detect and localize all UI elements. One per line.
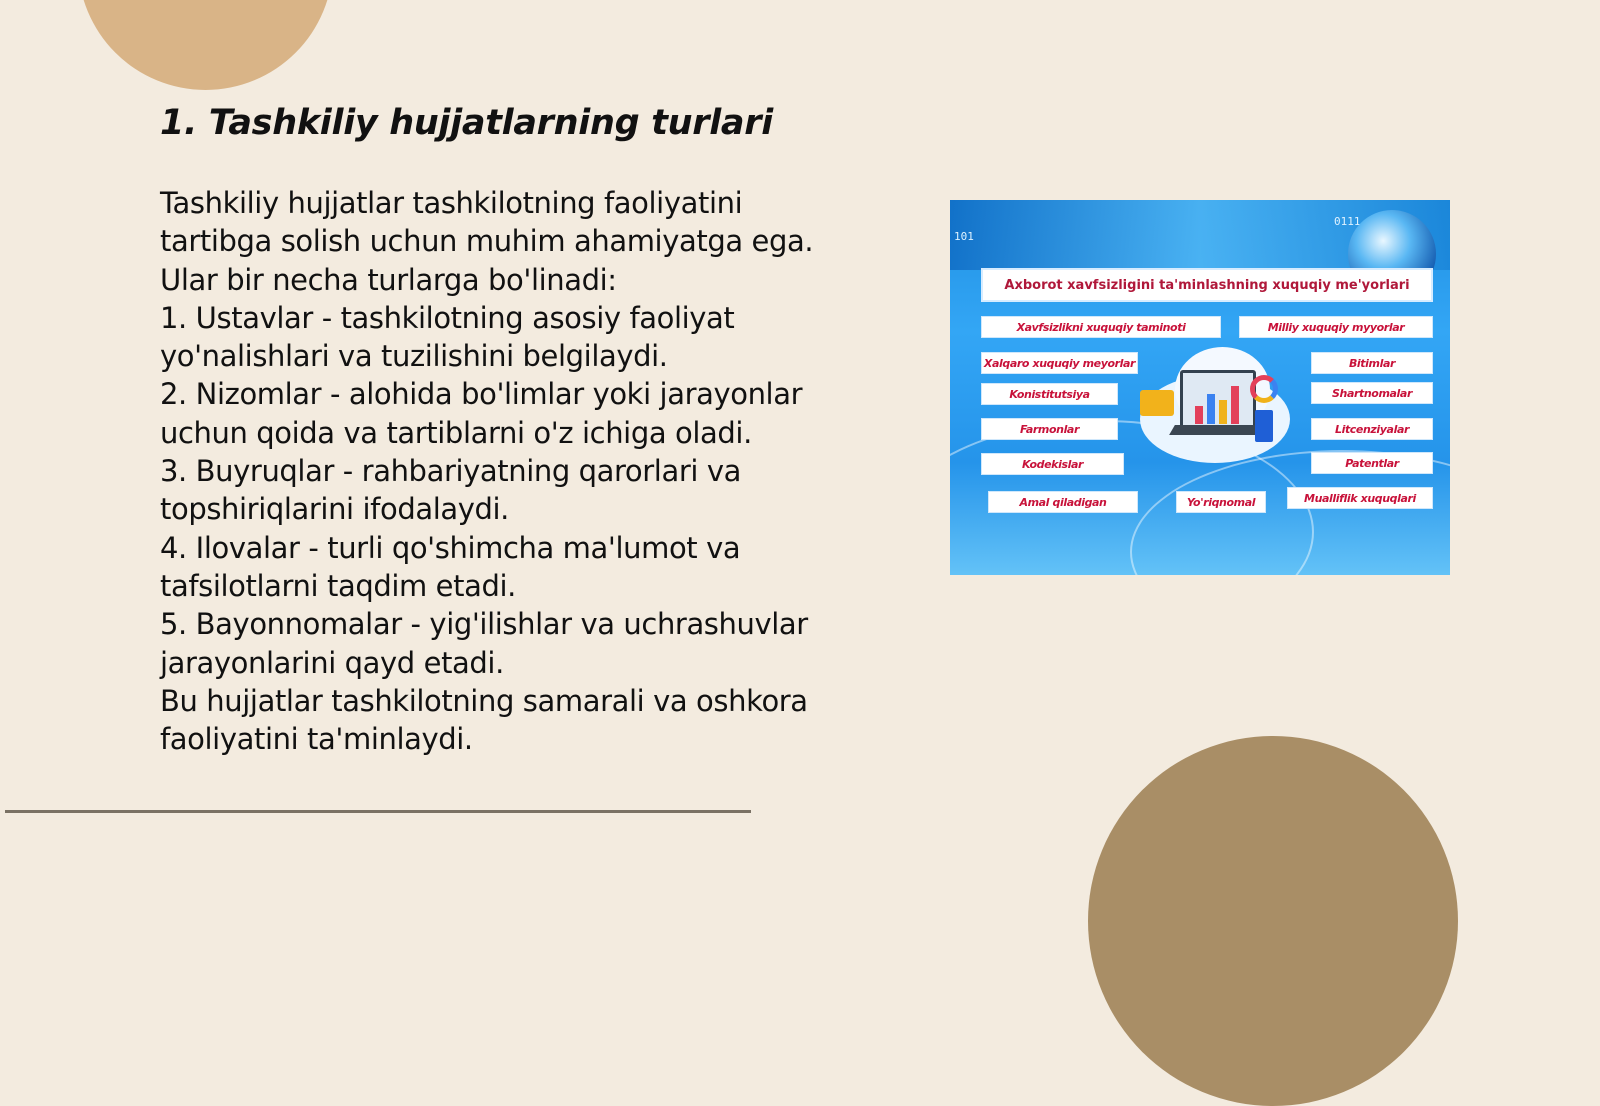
slide-title: 1. Tashkiliy hujjatlarning turlari [160,103,773,143]
binary-digits: 101 [954,230,974,243]
picture-main-label: Axborot xavfsizligini ta'minlashning xuquqiy me'yorlari [981,268,1433,302]
server-icon [1255,410,1273,442]
list-item: 5. Bayonnomalar - yig'ilishlar va uchrashuvlar jarayonlarini qayd etadi. [160,607,808,680]
picture-label: Mualliflik xuquqlari [1287,487,1433,509]
picture-label: Patentlar [1311,452,1433,474]
picture-label: Shartnomalar [1311,382,1433,404]
closing-paragraph: Bu hujjatlar tashkilotning samarali va oshkora faoliyatini ta'minlaydi. [160,683,808,757]
picture-label: Xavfsizlikni xuquqiy taminoti [981,316,1221,338]
list-item: 2. Nizomlar - alohida bo'limlar yoki jarayonlar uchun qoida va tartiblarni o'z ichiga oladi. [160,377,803,450]
cubes-icon [1140,390,1174,416]
list-item: 1. Ustavlar - tashkilotning asosiy faoliyat yo'nalishlari va tuzilishini belgilaydi. [160,300,735,374]
divider-line [5,810,751,813]
intro-paragraph: Tashkiliy hujjatlar tashkilotning faoliyatini tartibga solish uchun muhim ahamiyatga ega. Ular bir necha turlarga bo'linadi: [160,186,814,297]
list-item: 4. Ilovalar - turli qo'shimcha ma'lumot va tafsilotlarni taqdim etadi. [160,530,741,603]
picture-label: Litcenziyalar [1311,418,1433,440]
legal-norms-picture [950,200,1450,575]
keyboard-icon [1169,425,1265,435]
picture-label: Kodekislar [981,453,1124,475]
picture-label: Xalqaro xuquqiy meyorlar [981,352,1138,374]
picture-label: Farmonlar [981,418,1118,440]
list-item: 3. Buyruqlar - rahbariyatning qarorlari va topshiriqlarini ifodalaydi. [160,454,741,527]
pie-chart-icon [1250,375,1278,403]
decorative-circle-top [78,0,333,90]
picture-label: Milliy xuquqiy myyorlar [1239,316,1433,338]
binary-digits: 0111 [1334,215,1361,228]
picture-label: Amal qiladigan [988,491,1138,513]
picture-label: Konistitutsiya [981,383,1118,405]
laptop-icon [1180,370,1256,431]
picture-label: Yo'riqnomal [1176,491,1266,513]
slide-body-text [160,184,850,758]
decorative-circle-bottom [1088,736,1458,1106]
picture-label: Bitimlar [1311,352,1433,374]
